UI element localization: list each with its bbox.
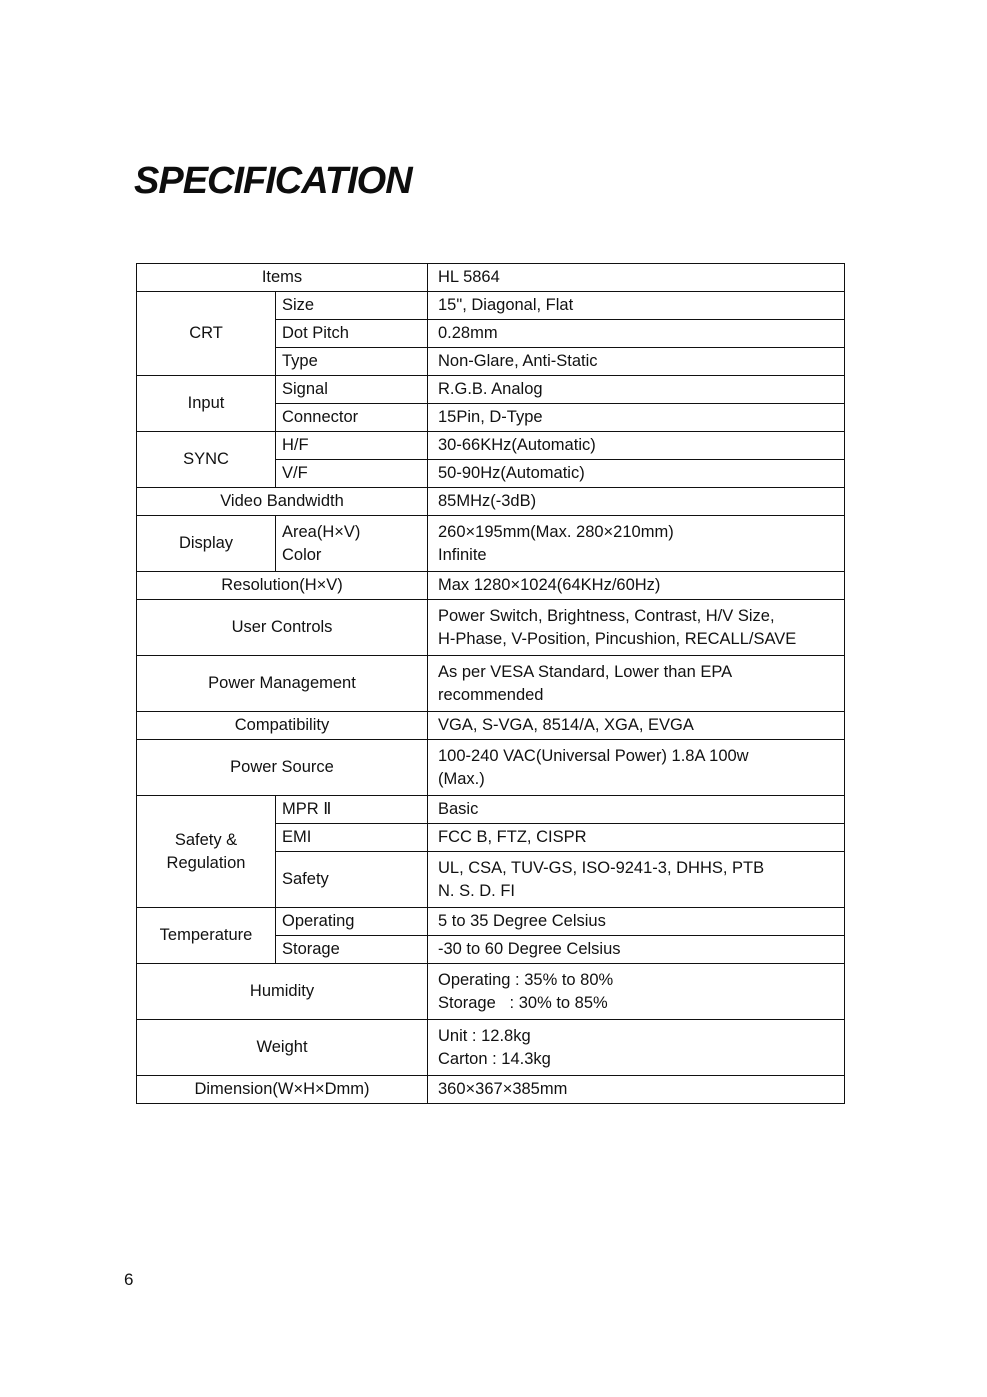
table-row xyxy=(137,1076,845,1104)
safety-emi-value: FCC B, FTZ, CISPR xyxy=(428,824,845,852)
safety-emi-label: EMI xyxy=(276,824,428,852)
page-number: 6 xyxy=(124,1270,134,1289)
weight-value xyxy=(428,1020,845,1076)
display-area-label: Area(H×V) xyxy=(282,522,361,541)
table-row xyxy=(137,964,845,1020)
compatibility-label: Compatibility xyxy=(137,712,428,740)
table-row xyxy=(137,908,845,936)
weight-label: Weight xyxy=(137,1020,428,1076)
dimension-label: Dimension(W×H×Dmm) xyxy=(137,1076,428,1104)
video-bandwidth-value: 85MHz(-3dB) xyxy=(428,488,845,516)
table-row xyxy=(137,516,845,572)
crt-group-label: CRT xyxy=(137,292,276,376)
user-controls-value xyxy=(428,600,845,656)
table-row xyxy=(137,572,845,600)
page-title: SPECIFICATION xyxy=(134,160,412,202)
display-group-label: Display xyxy=(137,516,276,572)
resolution-value: Max 1280×1024(64KHz/60Hz) xyxy=(428,572,845,600)
weight-line-2: Carton : 14.3kg xyxy=(438,1049,551,1068)
safety-value-line-2: N. S. D. FI xyxy=(438,881,516,900)
table-row xyxy=(137,292,845,320)
input-group-label: Input xyxy=(137,376,276,432)
input-connector-value: 15Pin, D-Type xyxy=(428,404,845,432)
table-row xyxy=(137,600,845,656)
safety-mpr-label: MPR Ⅱ xyxy=(276,796,428,824)
sync-hf-label: H/F xyxy=(276,432,428,460)
display-color-value: Infinite xyxy=(438,545,487,564)
power-source-label: Power Source xyxy=(137,740,428,796)
safety-safety-label: Safety xyxy=(276,852,428,908)
display-attribute-labels xyxy=(276,516,428,572)
safety-group-line-2: Regulation xyxy=(166,853,246,872)
temperature-operating-label: Operating xyxy=(276,908,428,936)
display-values xyxy=(428,516,845,572)
dimension-value: 360×367×385mm xyxy=(428,1076,845,1104)
power-management-line-1: As per VESA Standard, Lower than EPA xyxy=(438,662,733,681)
table-row xyxy=(137,656,845,712)
specification-table xyxy=(136,263,845,1104)
power-management-line-2: recommended xyxy=(438,685,544,704)
crt-dot-pitch-label: Dot Pitch xyxy=(276,320,428,348)
model-header: HL 5864 xyxy=(428,264,845,292)
table-header-row xyxy=(137,264,845,292)
table-row xyxy=(137,1020,845,1076)
temperature-operating-value: 5 to 35 Degree Celsius xyxy=(428,908,845,936)
power-management-value xyxy=(428,656,845,712)
crt-type-value: Non-Glare, Anti-Static xyxy=(428,348,845,376)
crt-dot-pitch-value: 0.28mm xyxy=(428,320,845,348)
sync-group-label: SYNC xyxy=(137,432,276,488)
table-row xyxy=(137,712,845,740)
table-row xyxy=(137,740,845,796)
table-row xyxy=(137,432,845,460)
table-row xyxy=(137,376,845,404)
temperature-group-label: Temperature xyxy=(137,908,276,964)
crt-type-label: Type xyxy=(276,348,428,376)
video-bandwidth-label: Video Bandwidth xyxy=(137,488,428,516)
user-controls-line-2: H-Phase, V-Position, Pincushion, RECALL/SAVE xyxy=(438,629,797,648)
safety-mpr-value: Basic xyxy=(428,796,845,824)
safety-safety-value xyxy=(428,852,845,908)
humidity-value xyxy=(428,964,845,1020)
table-row xyxy=(137,796,845,824)
safety-group-label xyxy=(137,796,276,908)
safety-value-line-1: UL, CSA, TUV-GS, ISO-9241-3, DHHS, PTB xyxy=(438,858,765,877)
power-management-label: Power Management xyxy=(137,656,428,712)
humidity-line-2: Storage : 30% to 85% xyxy=(438,993,608,1012)
sync-vf-label: V/F xyxy=(276,460,428,488)
display-color-label: Color xyxy=(282,545,322,564)
humidity-line-1: Operating : 35% to 80% xyxy=(438,970,614,989)
crt-size-value: 15", Diagonal, Flat xyxy=(428,292,845,320)
sync-hf-value: 30-66KHz(Automatic) xyxy=(428,432,845,460)
safety-group-line-1: Safety & xyxy=(174,830,238,849)
power-source-line-2: (Max.) xyxy=(438,769,485,788)
sync-vf-value: 50-90Hz(Automatic) xyxy=(428,460,845,488)
user-controls-line-1: Power Switch, Brightness, Contrast, H/V Size, xyxy=(438,606,775,625)
temperature-storage-value: -30 to 60 Degree Celsius xyxy=(428,936,845,964)
crt-size-label: Size xyxy=(276,292,428,320)
compatibility-value: VGA, S-VGA, 8514/A, XGA, EVGA xyxy=(428,712,845,740)
input-signal-value: R.G.B. Analog xyxy=(428,376,845,404)
weight-line-1: Unit : 12.8kg xyxy=(438,1026,531,1045)
display-area-value: 260×195mm(Max. 280×210mm) xyxy=(438,522,674,541)
items-header: Items xyxy=(137,264,428,292)
humidity-label: Humidity xyxy=(137,964,428,1020)
resolution-label: Resolution(H×V) xyxy=(137,572,428,600)
user-controls-label: User Controls xyxy=(137,600,428,656)
power-source-line-1: 100-240 VAC(Universal Power) 1.8A 100w xyxy=(438,746,749,765)
power-source-value xyxy=(428,740,845,796)
input-connector-label: Connector xyxy=(276,404,428,432)
table-row xyxy=(137,488,845,516)
input-signal-label: Signal xyxy=(276,376,428,404)
temperature-storage-label: Storage xyxy=(276,936,428,964)
